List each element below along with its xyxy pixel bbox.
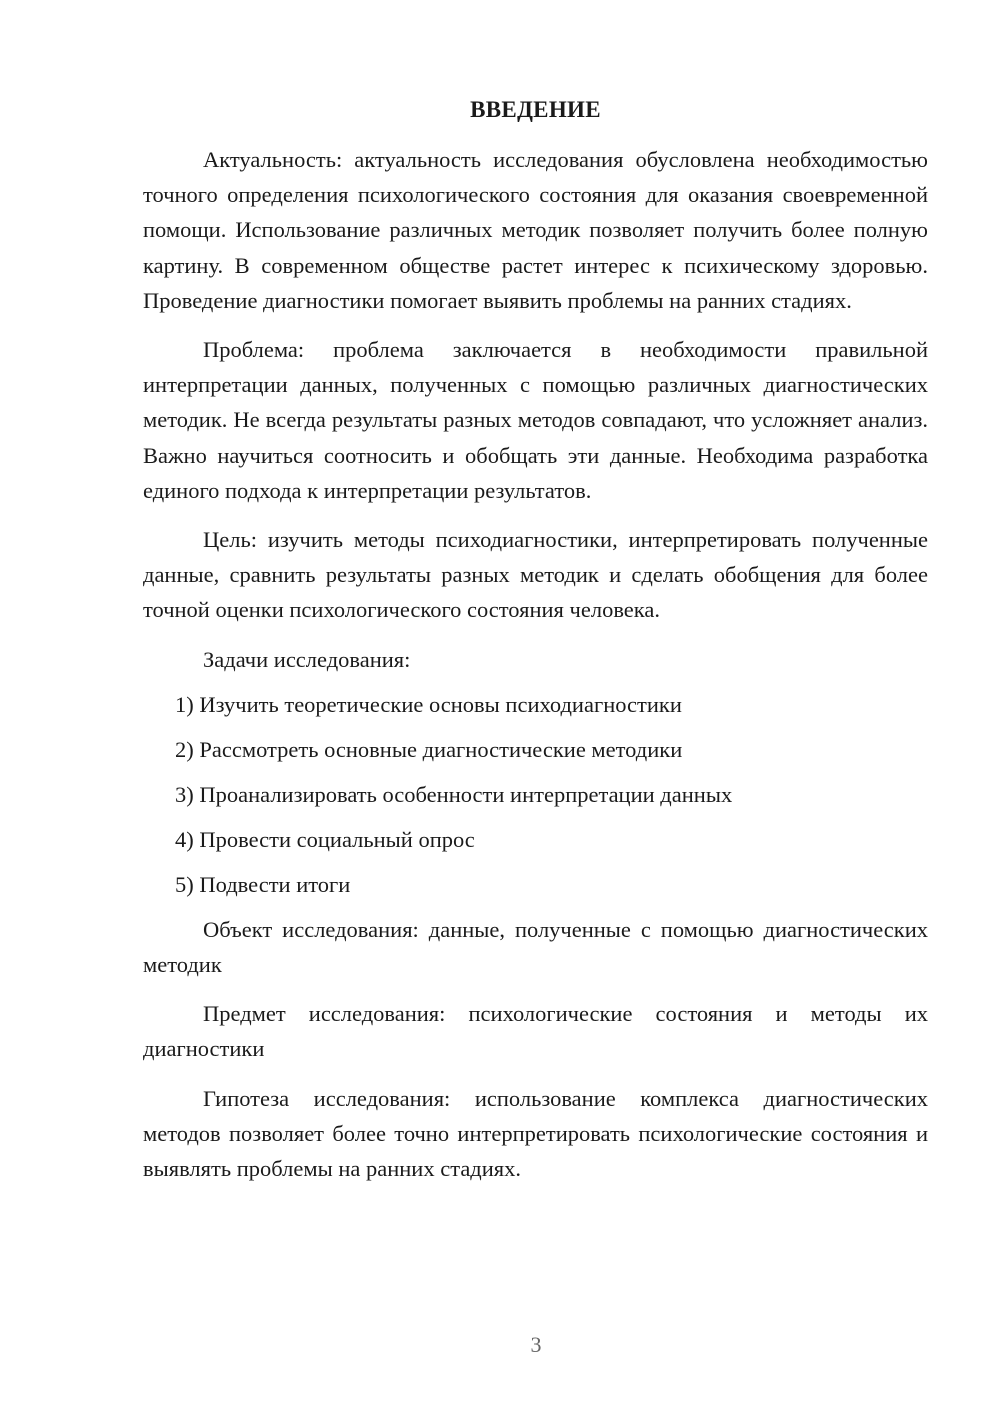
paragraph-problem: Проблема: проблема заключается в необходимости правильной интерпретации данных, полученных с помощью различных диагностических методик. Не всегда результаты разных методов совпадают, что усложняет анализ. Важно научиться соотносить и обобщать эти данные. Необходима разработка единого подхода к интерпретации результатов.: [143, 337, 928, 503]
paragraph-goal: Цель: изучить методы психодиагностики, интерпретировать полученные данные, сравнить результаты разных методик и сделать обобщения для более точной оценки психологического состояния человека.: [143, 527, 928, 623]
page-title: ВВЕДЕНИЕ: [470, 97, 601, 122]
document-page: [143, 92, 928, 1200]
list-item: 5) Подвести итоги: [175, 871, 351, 897]
list-item: 3) Проанализировать особенности интерпретации данных: [175, 781, 733, 807]
paragraph-object: Объект исследования: данные, полученные с помощью диагностических методик: [143, 916, 928, 978]
list-item: 2) Рассмотреть основные диагностические методики: [175, 736, 683, 762]
tasks-list: [143, 687, 928, 902]
paragraph-relevance: Актуальность: актуальность исследования обусловлена необходимостью точного определения психологического состояния для оказания своевременной помощи. Использование различных методик позволяет получить более полную картину. В современном обществе растет интерес к психическому здоровью. Проведение диагностики помогает выявить проблемы на ранних стадиях.: [143, 147, 928, 313]
tasks-heading: Задачи исследования:: [203, 646, 411, 672]
paragraph-subject: Предмет исследования: психологические состояния и методы их диагностики: [143, 1001, 928, 1062]
list-item: 1) Изучить теоретические основы психодиагностики: [175, 691, 682, 717]
list-item: 4) Провести социальный опрос: [175, 826, 475, 852]
page-number: 3: [530, 1332, 542, 1357]
paragraph-hypothesis: Гипотеза исследования: использование комплекса диагностических методов позволяет более точно интерпретировать психологические состояния и выявлять проблемы на ранних стадиях.: [143, 1085, 928, 1182]
